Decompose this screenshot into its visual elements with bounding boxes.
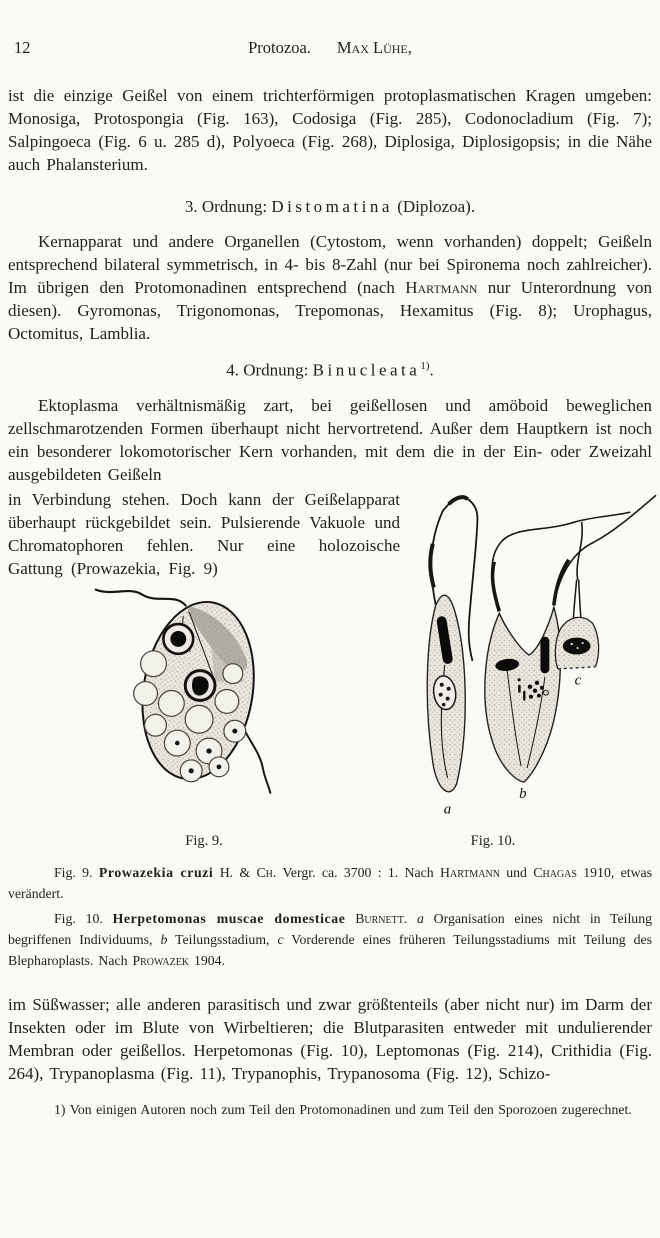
caption-fig10-space	[345, 911, 355, 926]
paragraph-binucleata-wide: Ektoplasma verhältnismäßig zart, bei geißellosen und amöboid beweglichen zellschmarotzenden Formen überhaupt nicht hervortretend. Außer dem Hauptkern ist noch ein besonderer lokomotorischer Kern vorhanden, mit dem die in der Ein- oder Zweizahl ausgebildeten Geißeln	[8, 395, 652, 484]
flagellum-b-right	[554, 495, 656, 605]
sublabel-b: b	[519, 785, 527, 802]
heading-3-name: Distomatina	[271, 197, 393, 216]
page-number: 12	[14, 38, 31, 57]
running-title: Protozoa.	[248, 38, 311, 57]
figure-region	[8, 488, 652, 831]
running-head	[8, 38, 652, 58]
herpetomonas-cells-drawing	[404, 480, 660, 826]
heading-4-prefix: 4. Ordnung:	[226, 360, 313, 380]
prowazekia-cell-drawing	[94, 584, 332, 798]
caption-fig9	[8, 862, 652, 904]
figure-left-column	[8, 488, 400, 831]
flagellum-a-thickening-2	[449, 497, 468, 504]
paragraph-binucleata-narrow: in Verbindung stehen. Doch kann der Geißelapparat überhaupt rückgebildet sein. Pulsierende Vakuole und Chromatophoren fehlen. Nur eine holozoische Gattung (Prowazekia, Fig. 9)	[8, 489, 400, 578]
caption-fig10	[8, 908, 652, 971]
footnote-reference-mark: 1)	[420, 360, 430, 372]
caption-fig9-text1: H. &	[213, 864, 257, 880]
figure-9-illustration	[94, 584, 400, 803]
sublabel-c: c	[574, 672, 582, 689]
caption-fig9-hartmann: Hartmann	[440, 864, 500, 880]
paragraph-habitat: im Süßwasser; alle anderen parasitisch und zwar größtenteils (aber nicht nur) im Darm der Insekten oder im Blute von Wirbeltieren; die Blutparasiten entweder mit undulierender Membran oder geißellos. Herpetomonas (Fig. 10), Leptomonas (Fig. 214), Crithidia (Fig. 264), Trypanoplasma (Fig. 11), Trypanophis, Trypanosoma (Fig. 12), Schizo-	[8, 994, 652, 1083]
heading-4-suffix: .	[429, 360, 434, 380]
footnote-number: 1)	[54, 1101, 66, 1117]
caption-fig10-prowazek: Prowazek	[132, 952, 190, 968]
caption-fig10-text1: .	[403, 910, 418, 926]
caption-fig10-letter-b: b	[160, 931, 168, 947]
caption-fig9-authority: Ch	[256, 864, 273, 880]
trophonucleus-core	[170, 631, 186, 647]
caption-fig9-text4: 1910, etwas verändert.	[8, 864, 653, 901]
caption-fig10-text5: 1904.	[189, 952, 226, 968]
flagellum-b-left	[492, 512, 630, 611]
caption-fig10-species: Herpetomonas muscae domesticae	[112, 910, 346, 926]
caption-fig10-number: Fig. 10.	[54, 910, 103, 926]
caption-fig9-species: Prowazekia cruzi	[98, 864, 214, 880]
book-page	[0, 38, 660, 1120]
figure-10-illustration	[404, 480, 660, 831]
cell-a-blepharoplast	[442, 621, 448, 659]
figure-9-label: Fig. 9.	[185, 832, 223, 849]
heading-ordnung-4	[8, 360, 652, 381]
paragraph-distomatina	[8, 230, 652, 345]
page-header	[8, 38, 652, 60]
flagellum-b-left-thick	[492, 561, 499, 611]
caption-fig9-text2: . Vergr. ca. 3700 : 1. Nach	[272, 864, 441, 880]
flagellum-b-right-thick	[554, 559, 569, 605]
flagellum-a-thickening	[430, 544, 434, 588]
footnote-text: Von einigen Autoren noch zum Teil den Protomonadinen und zum Teil den Sporozoen zugerechnet.	[65, 1101, 632, 1117]
figure-right-column	[400, 488, 660, 831]
caption-fig9-number: Fig. 9.	[54, 864, 93, 880]
caption-fig9-chagas: Chagas	[533, 864, 577, 880]
caption-fig10-letter-c: c	[277, 931, 284, 947]
cell-c-nucleus	[563, 637, 591, 654]
heading-3-prefix: 3. Ordnung:	[184, 197, 272, 216]
footnote	[8, 1099, 652, 1120]
anterior-flagellum	[95, 589, 186, 606]
caption-fig10-authority: Burnett	[355, 910, 404, 926]
caption-fig9-text3: und	[499, 864, 534, 880]
running-author: Max Lühe,	[336, 38, 412, 57]
figure-10-label: Fig. 10.	[470, 832, 516, 849]
caption-fig10-text2: Organisation eines nicht in Teilung begriffenen Individuums,	[8, 910, 652, 947]
author-hartmann: Hartmann	[405, 278, 478, 297]
paragraph-distomatina-text2: nur Unterordnung von diesen). Gyromonas, Trigonomonas, Trepomonas, Hexamitus (Fig. 8); Urophagus, Octomitus, Lamblia.	[8, 278, 653, 343]
heading-ordnung-3	[8, 197, 652, 217]
caption-fig10-text3: Teilungsstadium,	[167, 931, 278, 947]
paragraph-distomatina-text: Kernapparat und andere Organellen (Cytostom, wenn vorhanden) doppelt; Geißeln entsprechend bilateral symmetrisch, in 4- bis 8-Zahl (nur bei Spironema noch zahlreicher). Im übrigen den Protomonadinen entsprechend (nach	[8, 232, 652, 297]
sublabel-a: a	[443, 801, 452, 818]
heading-4-name: Binucleata	[312, 360, 421, 380]
caption-fig10-text4: Vorderende eines früheren Teilungsstadiums mit Teilung des Blepharoplasts. Nach	[8, 931, 652, 968]
paragraph-choanoflagellata: ist die einzige Geißel von einem trichterförmigen protoplasmatischen Kragen umgeben: Monosiga, Protospongia (Fig. 163), Codosiga (Fig. 285), Codonocladium (Fig. 7); Salpingoeca (Fig. 6 u. 285 d), Polyoeca (Fig. 268), Diplosiga, Diplosigopsis; in die Nähe auch Phalansterium.	[8, 86, 652, 174]
heading-3-suffix: (Diplozoa).	[392, 197, 476, 216]
figure-labels-row	[8, 833, 652, 850]
cell-b-body	[485, 607, 561, 782]
caption-fig10-letter-a: a	[417, 910, 424, 926]
